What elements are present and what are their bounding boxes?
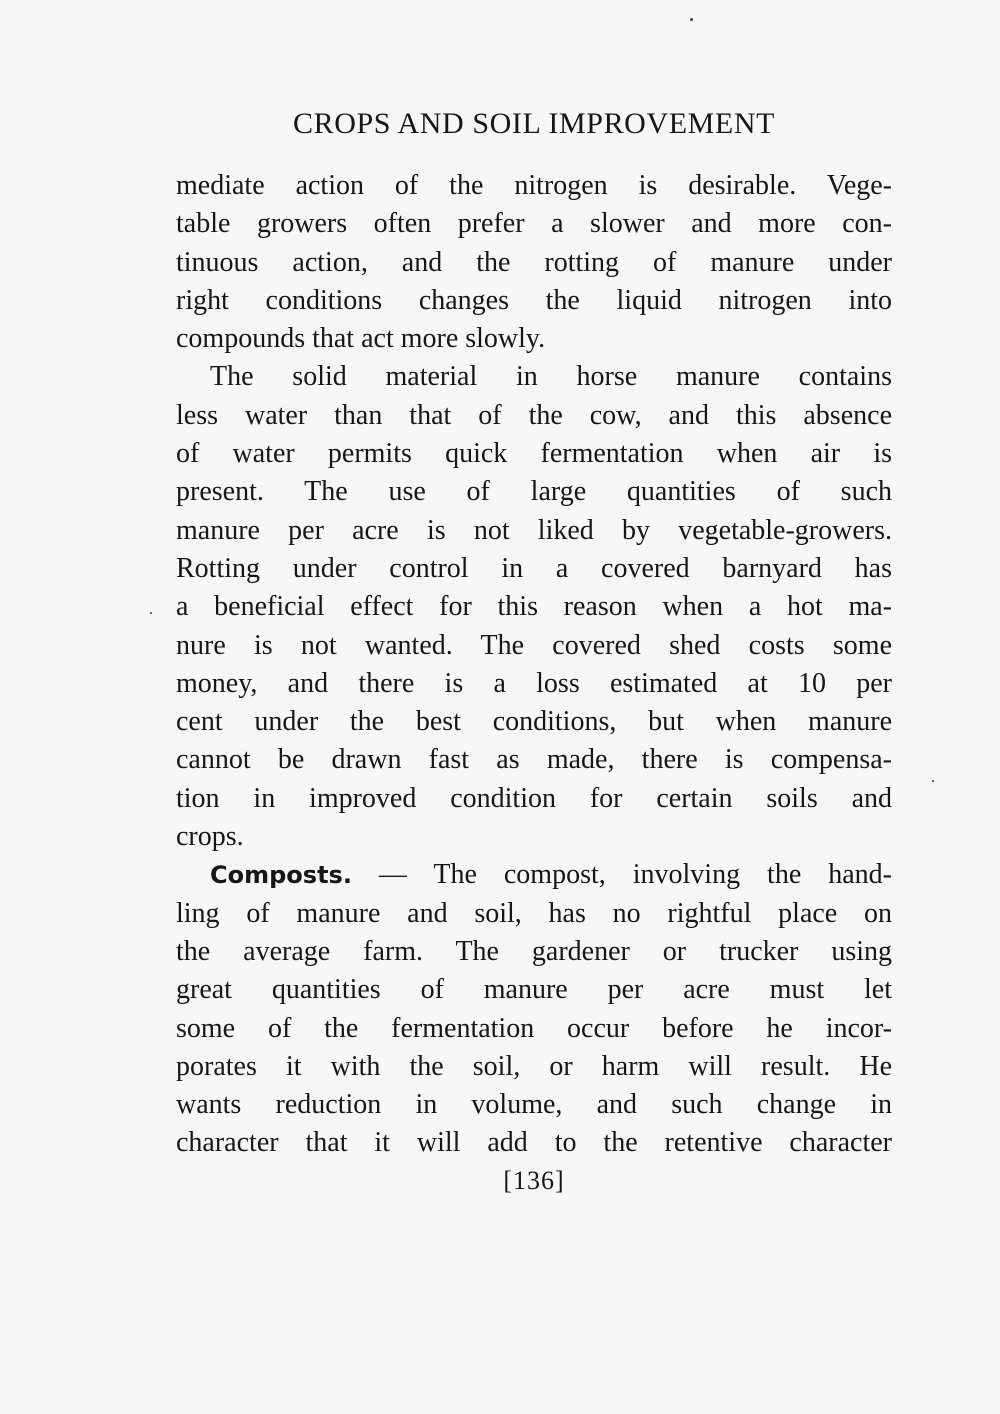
text-line: right conditions changes the liquid nitrogen into xyxy=(176,284,892,316)
section-sidehead: Composts. xyxy=(210,861,352,890)
text-line: some of the fermentation occur before he incor- xyxy=(176,1012,892,1044)
text-line: ling of manure and soil, has no rightful place on xyxy=(176,897,892,929)
text-line: The solid material in horse manure contains xyxy=(210,361,892,393)
text-line: manure per acre is not liked by vegetable-growers. xyxy=(176,514,892,546)
text-line: of water permits quick fermentation when air is xyxy=(176,438,892,470)
text-line: money, and there is a loss estimated at 10 per xyxy=(176,667,892,699)
text-line: compounds that act more slowly. xyxy=(176,323,546,355)
scan-speck xyxy=(150,612,152,614)
text-line: mediate action of the nitrogen is desirable. Vege- xyxy=(176,170,892,201)
text-line: wants reduction in volume, and such change in xyxy=(176,1089,892,1121)
text-line: tion in improved condition for certain soils and xyxy=(176,782,892,814)
text-line: great quantities of manure per acre must let xyxy=(176,974,892,1006)
text-line: crops. xyxy=(176,821,244,853)
text-line xyxy=(176,856,892,894)
page-number: [136] xyxy=(503,1166,565,1195)
text-line: tinuous action, and the rotting of manure under xyxy=(176,246,892,278)
text-line-rest: — The compost, involving the hand- xyxy=(351,859,892,891)
text-line: Rotting under control in a covered barnyard has xyxy=(176,552,892,584)
text-line: table growers often prefer a slower and more con- xyxy=(176,208,892,240)
scan-speck xyxy=(690,18,693,21)
running-head: CROPS AND SOIL IMPROVEMENT xyxy=(292,107,776,140)
text-line: nure is not wanted. The covered shed costs some xyxy=(176,629,892,661)
text-line: cent under the best conditions, but when manure xyxy=(176,706,892,738)
text-line: a beneficial effect for this reason when a hot ma- xyxy=(176,591,892,623)
body-text xyxy=(176,167,892,1163)
text-line: present. The use of large quantities of such xyxy=(176,476,892,508)
text-line: cannot be drawn fast as made, there is compensa- xyxy=(176,744,892,776)
text-line: character that it will add to the retentive character xyxy=(176,1127,892,1159)
text-line: less water than that of the cow, and this absence xyxy=(176,399,892,431)
text-line: the average farm. The gardener or trucker using xyxy=(176,935,892,967)
scan-speck xyxy=(932,780,934,782)
text-line: porates it with the soil, or harm will result. He xyxy=(176,1050,892,1082)
